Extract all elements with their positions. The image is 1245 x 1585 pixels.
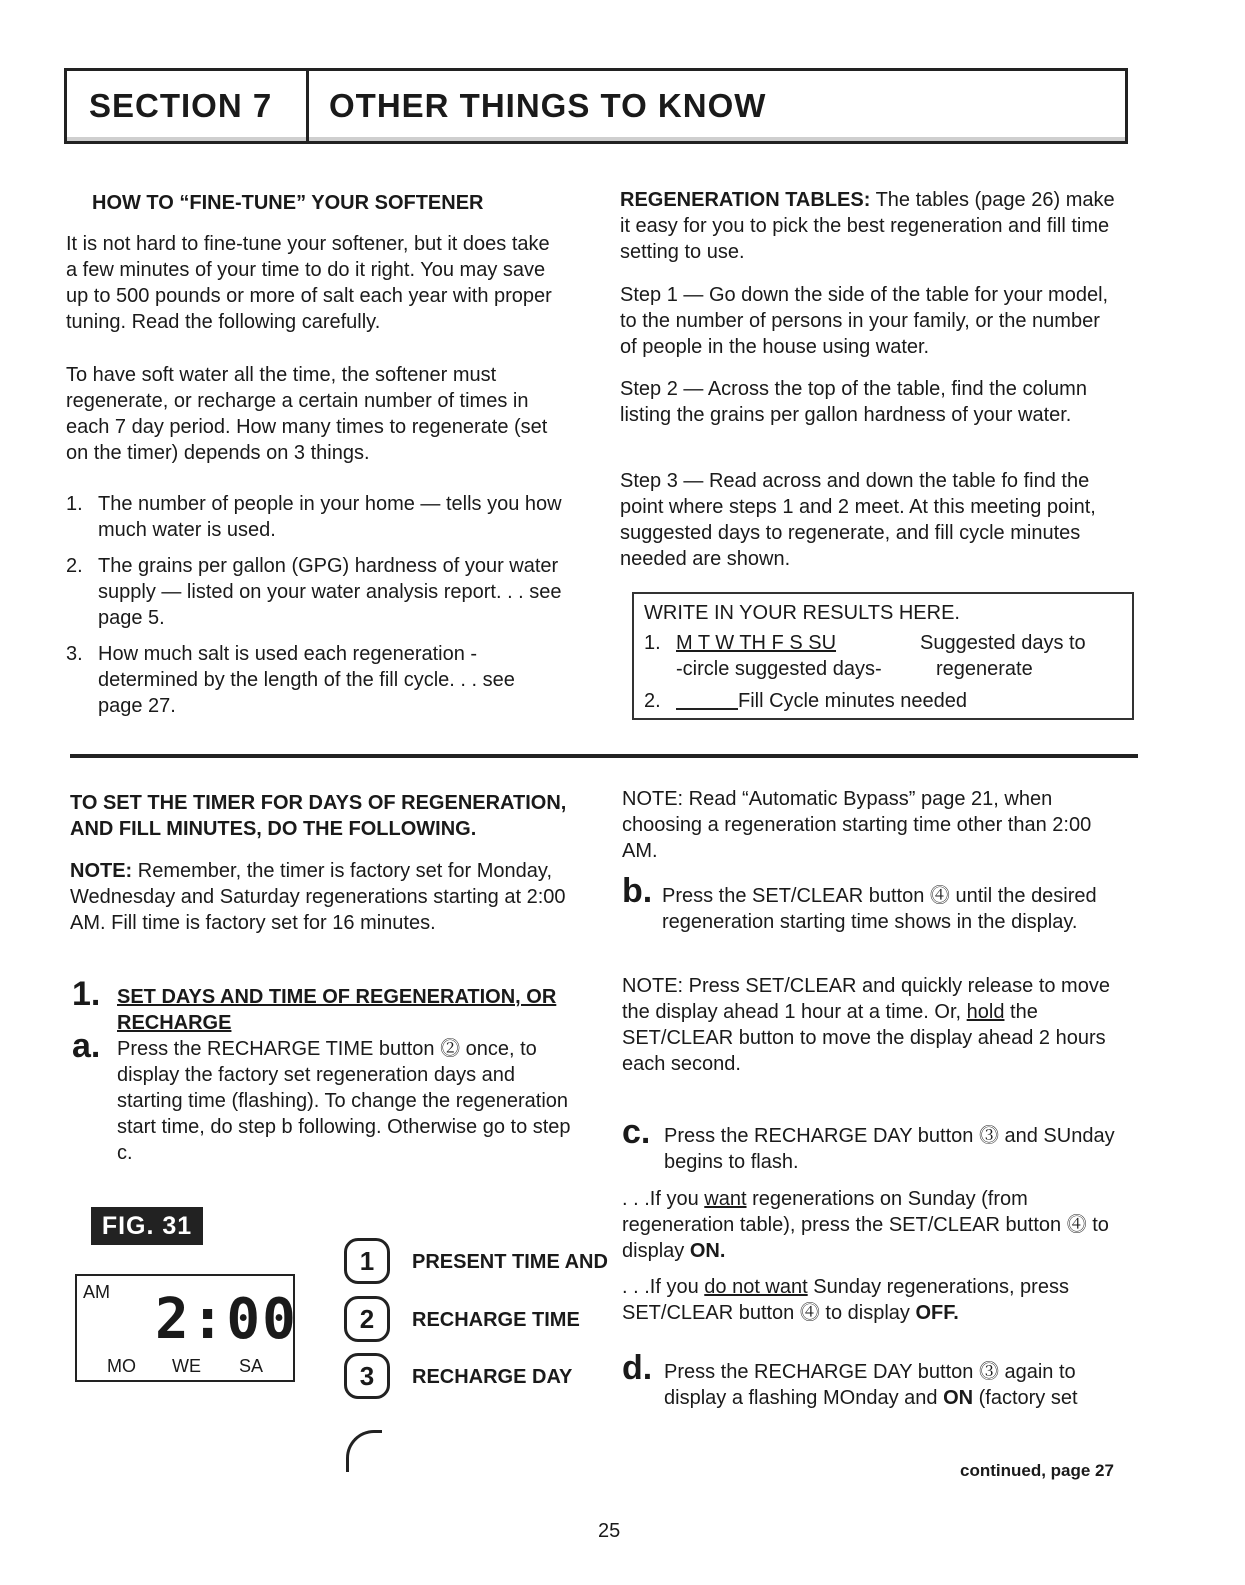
setclear-note: NOTE: Press SET/CLEAR and quickly release to move the display ahead 1 hour at a time. Or, hold the SET/CLEAR button to move the display ahead 2 hours each second. <box>622 975 1110 1075</box>
regen-step-1: Step 1 — Go down the side of the table for your model, to the number of persons in your family, or the number of people in the house using water. <box>620 284 1109 358</box>
results-suggested: Suggested days to <box>920 632 1086 654</box>
finetune-para2: To have soft water all the time, the softener must regenerate, or recharge a certain number of times in each 7 day period. How many times to regenerate (set on the timer) depends on 3 things. <box>66 364 548 464</box>
sunday-on-instruction: . . .If you want regenerations on Sunday (from regeneration table), press the SET/CLEAR button ⓸ to display ON. <box>622 1188 1109 1262</box>
results-line2-number: 2. <box>644 690 661 712</box>
section-divider <box>70 754 1138 758</box>
results-regenerate: regenerate <box>936 658 1033 680</box>
bypass-note: NOTE: Read “Automatic Bypass” page 21, when choosing a regeneration starting time other than 2:00 AM. <box>622 788 1092 862</box>
section-header <box>64 68 1128 144</box>
lcd-am-indicator: AM <box>83 1282 110 1302</box>
regen-step-2: Step 2 — Across the top of the table, find the column listing the grains per gallon hardness of your water. <box>620 378 1087 426</box>
step-a-letter: a. <box>72 1027 101 1065</box>
finetune-heading: HOW TO “FINE-TUNE” YOUR SOFTENER <box>92 192 484 214</box>
figure-label: FIG. 31 <box>91 1207 203 1245</box>
step-d-text: Press the RECHARGE DAY button ⓷ again to display a flashing MOnday and ON (factory set <box>664 1361 1078 1409</box>
fill-minutes-blank[interactable] <box>676 708 738 710</box>
step-c-text: Press the RECHARGE DAY button ⓷ and SUnday begins to flash. <box>664 1125 1115 1173</box>
lcd-display <box>75 1274 298 1382</box>
button-2-icon: 2 <box>344 1296 390 1342</box>
finetune-intro: It is not hard to fine-tune your softener, but it does take a few minutes of your time to do it right. You may save up to 500 pounds or more of salt each year with proper tuning. Read the following carefully. <box>66 233 552 333</box>
step1-number: 1. <box>72 975 101 1013</box>
results-days: M T W TH F S SU <box>676 632 837 654</box>
finetune-list <box>66 491 564 719</box>
button-3-icon: 3 <box>344 1353 390 1399</box>
list-item: 1. The number of people in your home — tells you how much water is used. <box>66 493 562 541</box>
step-d-letter: d. <box>622 1349 653 1387</box>
sunday-off-instruction: . . .If you do not want Sunday regenerations, press SET/CLEAR button ⓸ to display OFF. <box>622 1276 1069 1324</box>
timer-note: NOTE: Remember, the timer is factory set for Monday, Wednesday and Saturday regenerations starting at 2:00 AM. Fill time is factory set for 16 minutes. <box>70 860 566 934</box>
button-4-partial-icon <box>346 1430 382 1472</box>
step1-title: SET DAYS AND TIME OF REGENERATION, OR RECHARGE <box>117 986 557 1034</box>
page-number: 25 <box>598 1520 621 1542</box>
regen-step-3: Step 3 — Read across and down the table fo find the point where steps 1 and 2 meet. At this meeting point, suggested days to regenerate, and fill cycle minutes needed are shown. <box>620 470 1096 570</box>
section-title: OTHER THINGS TO KNOW <box>329 87 767 124</box>
button-1-label: PRESENT TIME AND <box>412 1251 608 1273</box>
section-number: SECTION 7 <box>67 71 309 141</box>
step-a-text: Press the RECHARGE TIME button ⓶ once, to display the factory set regeneration days and starting time (flashing). To change the regeneration start time, do step b following. Otherwise go to step c. <box>117 1038 571 1164</box>
timer-heading: TO SET THE TIMER FOR DAYS OF REGENERATION, AND FILL MINUTES, DO THE FOLLOWING. <box>70 792 567 840</box>
lcd-day-wednesday: WE <box>172 1356 201 1376</box>
results-fill: Fill Cycle minutes needed <box>738 690 967 712</box>
step-b-letter: b. <box>622 872 653 910</box>
step-b-text: Press the SET/CLEAR button ⓸ until the desired regeneration starting time shows in the display. <box>662 885 1097 933</box>
list-item: 2. The grains per gallon (GPG) hardness of your water supply — listed on your water analysis report. . . see page 5. <box>66 555 562 629</box>
lcd-day-monday: MO <box>107 1356 136 1376</box>
lcd-time: 2:00 <box>155 1287 298 1352</box>
results-box <box>632 592 1134 720</box>
button-2-label: RECHARGE TIME <box>412 1309 580 1331</box>
button-3-label: RECHARGE DAY <box>412 1366 573 1388</box>
list-item: 3. How much salt is used each regeneration - determined by the length of the fill cycle. . . see page 27. <box>66 643 515 717</box>
results-circle-note: -circle suggested days- <box>676 658 882 680</box>
results-line1-number: 1. <box>644 632 661 654</box>
step-c-letter: c. <box>622 1113 651 1151</box>
lcd-day-saturday: SA <box>239 1356 264 1376</box>
continued-note: continued, page 27 <box>960 1461 1114 1480</box>
regen-intro: REGENERATION TABLES: The tables (page 26) make it easy for you to pick the best regeneration and fill time setting to use. <box>620 189 1115 263</box>
button-1-icon: 1 <box>344 1238 390 1284</box>
results-title: WRITE IN YOUR RESULTS HERE. <box>644 602 960 624</box>
